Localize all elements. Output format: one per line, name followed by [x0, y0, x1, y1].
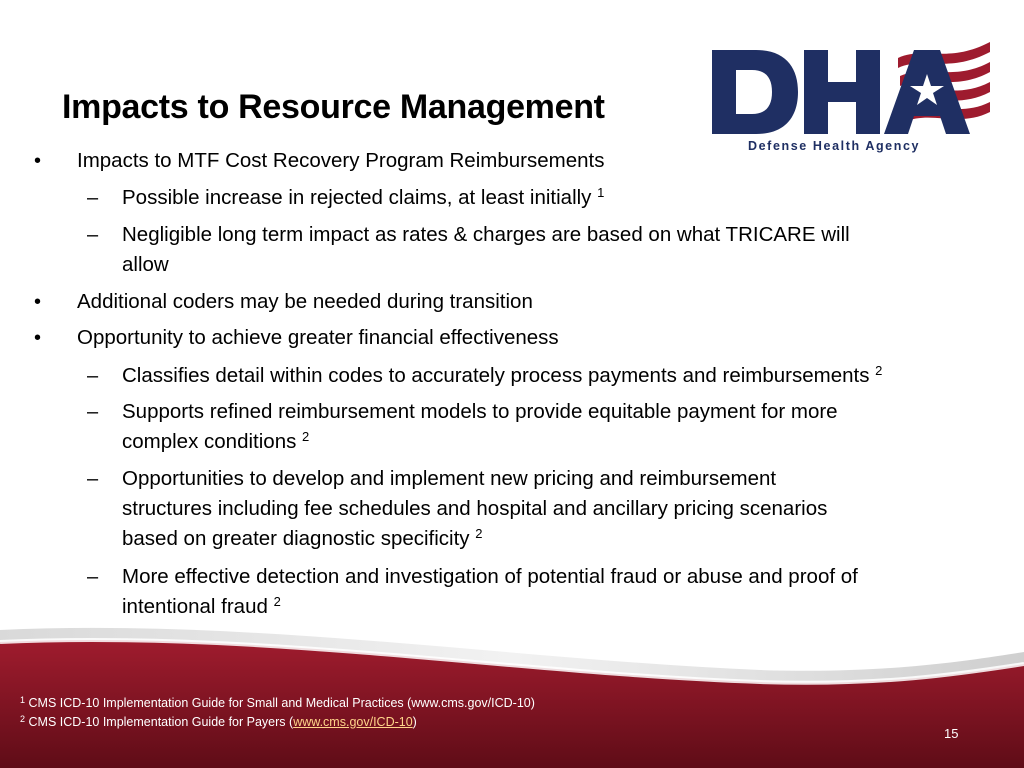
footnote-link[interactable]: www.cms.gov/ICD-10 — [293, 715, 413, 729]
footnote-1: $^1$ CMS ICD-10 Implementation Guide for Small and Medical Practices (www.cms.gov/ICD-10) — [20, 695, 535, 710]
logo-letter-d — [712, 50, 798, 134]
page-number: 15 — [944, 726, 959, 741]
sub-bullet-marker: – — [87, 187, 99, 209]
dha-logo — [708, 36, 993, 154]
sub-bullet-item: Classifies detail within codes to accurately process payments and reimbursements $^2$ — [122, 363, 883, 387]
sub-bullet-item: Opportunities to develop and implement new pricing and reimbursement structures including fee schedules and hospital and ancillary pricing scenarios based on greater diagnostic specificity $^2$ — [122, 467, 828, 550]
sub-bullet-marker: – — [87, 224, 99, 246]
bullet-marker: • — [34, 150, 42, 172]
bullet-item: Impacts to MTF Cost Recovery Program Reimbursements — [77, 149, 605, 172]
bullet-marker: • — [34, 291, 42, 313]
footnotes — [20, 694, 535, 732]
sub-bullet-item: Possible increase in rejected claims, at least initially $^1$ — [122, 185, 605, 209]
footer-background — [0, 600, 1024, 768]
bullet-marker: • — [34, 327, 42, 349]
sub-bullet-marker: – — [87, 365, 99, 387]
sub-bullet-item: Supports refined reimbursement models to provide equitable payment for more complex conditions $^2$ — [122, 400, 838, 453]
sub-bullet-marker: – — [87, 401, 99, 423]
logo-tagline: Defense Health Agency — [748, 139, 921, 153]
sub-bullet-marker: – — [87, 566, 99, 588]
sub-bullet-item: Negligible long term impact as rates & charges are based on what TRICARE will allow — [122, 223, 850, 276]
bullet-item: Additional coders may be needed during transition — [77, 290, 533, 313]
slide-title: Impacts to Resource Management — [62, 88, 605, 126]
footnote-2: $^2$ CMS ICD-10 Implementation Guide for Payers (www.cms.gov/ICD-10) — [20, 714, 417, 729]
sub-bullet-marker: – — [87, 468, 99, 490]
bullet-item: Opportunity to achieve greater financial effectiveness — [77, 326, 559, 349]
logo-letter-h — [804, 50, 880, 134]
sub-bullet-item: More effective detection and investigation of potential fraud or abuse and proof of intentional fraud $^2$ — [122, 565, 858, 618]
